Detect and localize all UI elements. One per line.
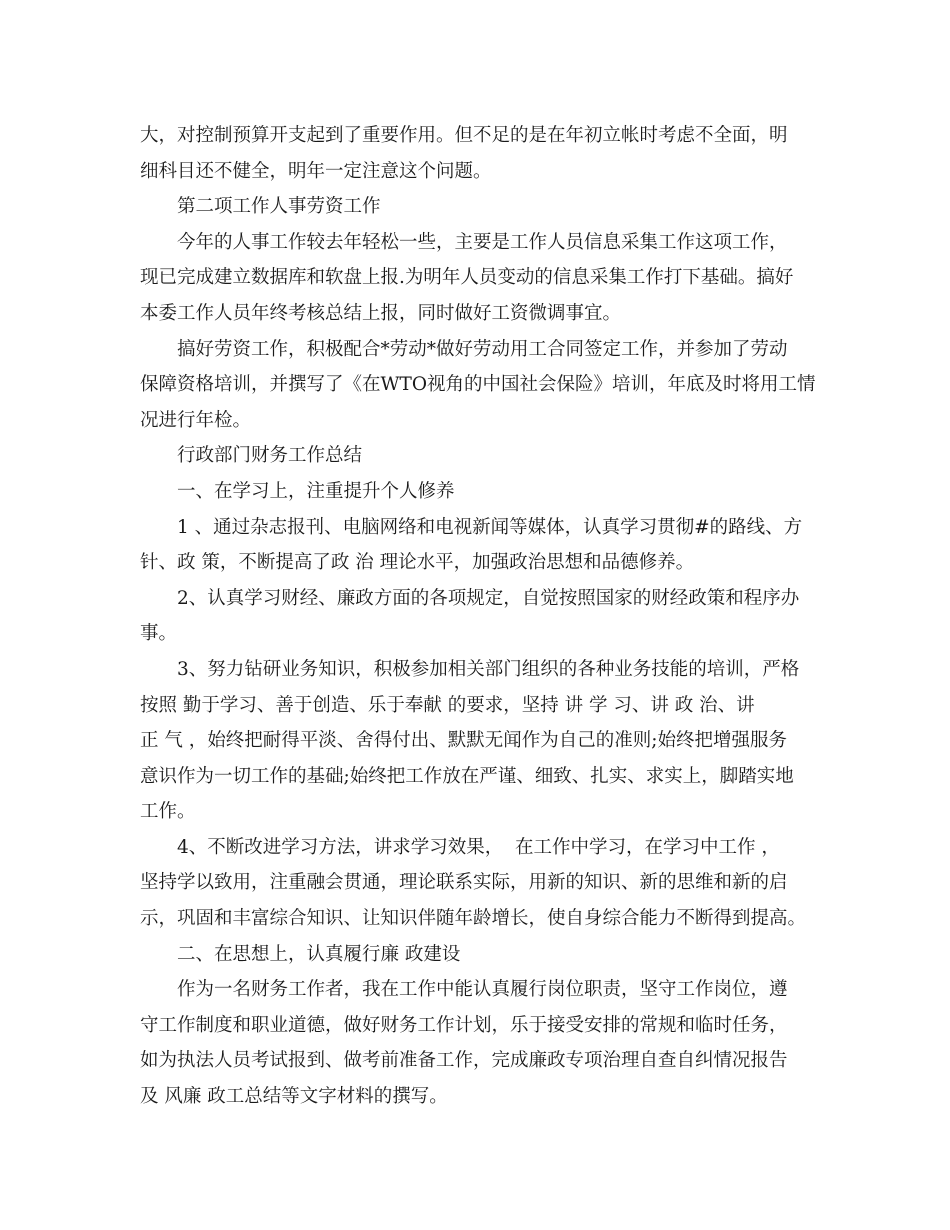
text-line: 针、政 策，不断提高了政 治 理论水平，加强政治思想和品德修养。: [140, 552, 695, 574]
text-line: 1 、通过杂志报刊、电脑网络和电视新闻等媒体，认真学习贯彻#的路线、方: [177, 516, 803, 538]
section-heading: 行政部门财务工作总结: [177, 445, 363, 467]
text-line: 作为一名财务工作者，我在工作中能认真履行岗位职责，坚守工作岗位，遵: [177, 979, 788, 1001]
text-line: 2、认真学习财经、廉政方面的各项规定，自觉按照国家的财经政策和程序办: [177, 587, 800, 609]
text-line: 细科目还不健全，明年一定注意这个问题。: [140, 160, 492, 182]
text-line: 如为执法人员考试报到、做考前准备工作，完成廉政专项治理自查自纠情况报告: [140, 1050, 788, 1072]
text-line: 按照 勤于学习、善于创造、乐于奉献 的要求，坚持 讲 学 习、讲 政 治、讲: [140, 694, 755, 716]
text-line: 示，巩固和丰富综合知识、让知识伴随年龄增长，使自身综合能力不断得到提高。: [140, 908, 807, 930]
text-line: 意识作为一切工作的基础;始终把工作放在严谨、细致、扎实、求实上，脚踏实地: [140, 765, 794, 787]
subsection-heading: 一、在学习上，注重提升个人修养: [177, 480, 455, 502]
text-line: 坚持学以致用，注重融会贯通，理论联系实际，用新的知识、新的思维和新的启: [140, 872, 788, 894]
subsection-heading: 二、在思想上，认真履行廉 政建设: [177, 943, 461, 965]
text-line: 保障资格培训，并撰写了《在WTO视角的中国社会保险》培训，年底及时将用工情: [140, 374, 816, 396]
text-line: 事。: [140, 623, 178, 645]
text-line: 及 风廉 政工总结等文字材料的撰写。: [140, 1086, 448, 1108]
document-body: [140, 118, 816, 1115]
text-line: 4、不断改进学习方法，讲求学习效果， 在工作中学习，在学习中工作 ，: [177, 836, 780, 858]
text-line: 守工作制度和职业道德，做好财务工作计划，乐于接受安排的常规和临时任务，: [140, 1014, 788, 1036]
text-line: 现已完成建立数据库和软盘上报.为明年人员变动的信息采集工作打下基础。搞好: [140, 267, 794, 289]
text-line: 正 气 ，始终把耐得平淡、舍得付出、默默无闻作为自己的准则;始终把增强服务: [140, 730, 787, 752]
section-heading: 第二项工作人事劳资工作: [177, 196, 381, 218]
text-line: 本委工作人员年终考核总结上报，同时做好工资微调事宜。: [140, 302, 622, 324]
text-line: 搞好劳资工作，积极配合*劳动*做好劳动用工合同签定工作，并参加了劳动: [177, 338, 788, 360]
text-line: 今年的人事工作较去年轻松一些，主要是工作人员信息采集工作这项工作，: [177, 231, 788, 253]
text-line: 大，对控制预算开支起到了重要作用。但不足的是在年初立帐时考虑不全面，明: [140, 125, 788, 146]
text-line: 况进行年检。: [140, 409, 252, 431]
text-line: 工作。: [140, 801, 196, 823]
text-line: 3、努力钻研业务知识，积极参加相关部门组织的各种业务技能的培训，严格: [177, 658, 800, 680]
